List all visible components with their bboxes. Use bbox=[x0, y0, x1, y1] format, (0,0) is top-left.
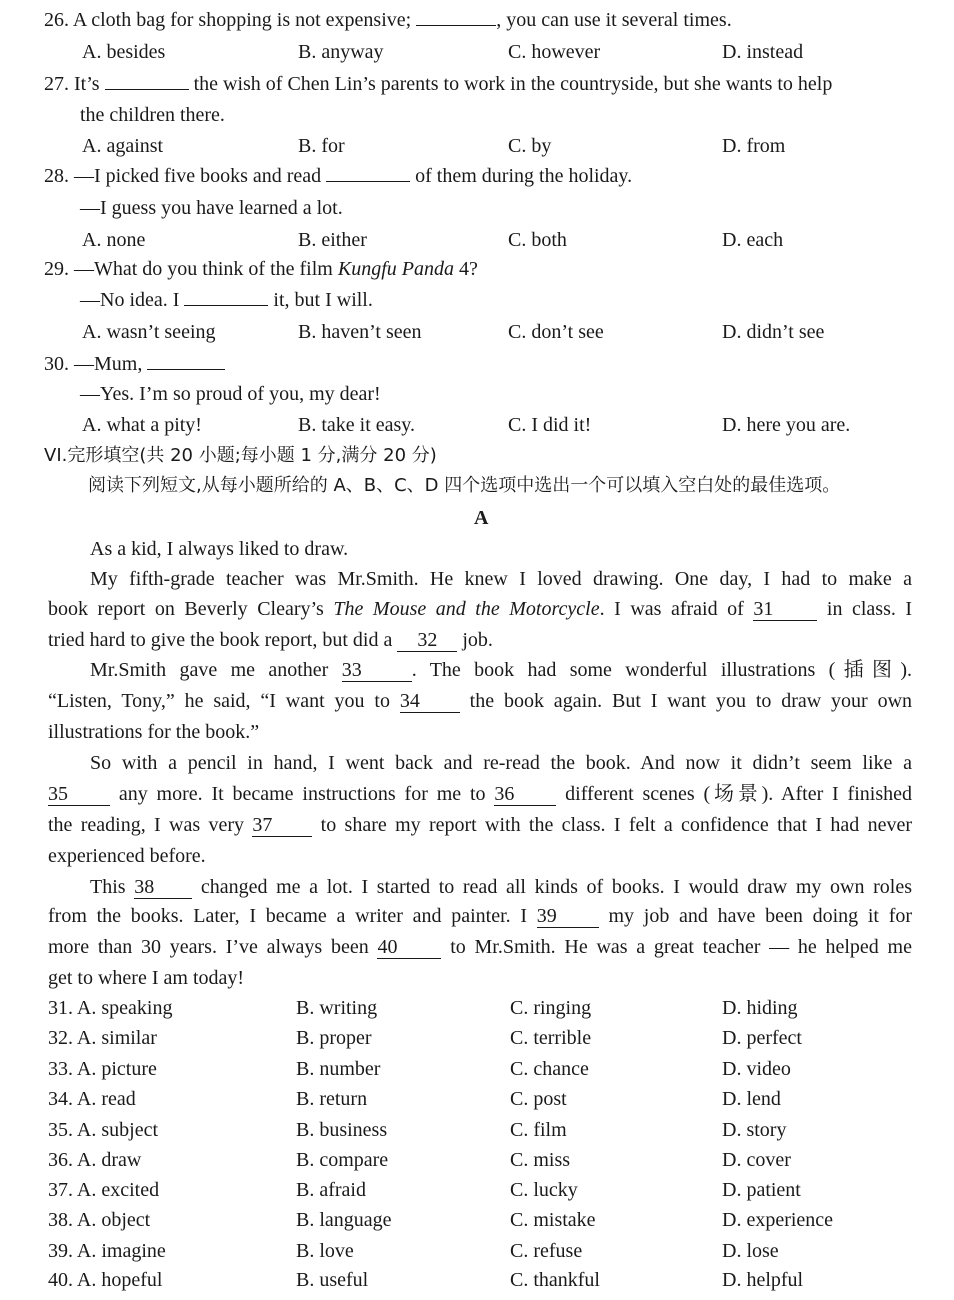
passage-line: illustrations for the book.” bbox=[48, 721, 260, 743]
cloze-34-option-a: 34. A. read bbox=[48, 1088, 136, 1110]
question-29-reply: —No idea. I it, but I will. bbox=[80, 289, 373, 311]
cloze-blank-37: 37 bbox=[252, 814, 312, 837]
passage-line: “Listen, Tony,” he said, “I want you to 34 the book again. But I want you to draw your own bbox=[48, 690, 913, 712]
cloze-39-option-b: B. love bbox=[296, 1240, 354, 1262]
question-28-reply: —I guess you have learned a lot. bbox=[80, 197, 343, 219]
option-b: B. haven’t seen bbox=[298, 321, 422, 343]
cloze-37-option-d: D. patient bbox=[722, 1179, 801, 1201]
cloze-33-option-c: C. chance bbox=[510, 1058, 589, 1080]
cloze-31-option-d: D. hiding bbox=[722, 997, 798, 1019]
cloze-38-option-a: 38. A. object bbox=[48, 1209, 151, 1231]
question-29-stem: 29. —What do you think of the film Kungfu Panda 4? bbox=[44, 258, 478, 280]
question-27-stem-cont: the children there. bbox=[80, 104, 225, 126]
option-a: A. what a pity! bbox=[82, 414, 202, 436]
cloze-blank-39: 39 bbox=[537, 905, 599, 928]
cloze-blank-33: 33 bbox=[342, 659, 412, 682]
passage-paragraph: As a kid, I always liked to draw. bbox=[90, 538, 349, 560]
cloze-40-option-b: B. useful bbox=[296, 1269, 369, 1291]
option-a: A. wasn’t seeing bbox=[82, 321, 216, 343]
cloze-35-option-c: C. film bbox=[510, 1119, 567, 1141]
cloze-37-option-b: B. afraid bbox=[296, 1179, 366, 1201]
cloze-32-option-d: D. perfect bbox=[722, 1027, 802, 1049]
passage-line: 35 any more. It became instructions for me to 36 different scenes (场景). After I finished bbox=[48, 783, 912, 805]
question-26-stem: 26. A cloth bag for shopping is not expensive; , you can use it several times. bbox=[44, 9, 732, 31]
passage-line: more than 30 years. I’ve always been 40 to Mr.Smith. He was a great teacher — he helped me bbox=[48, 936, 912, 958]
option-b: B. take it easy. bbox=[298, 414, 416, 436]
cloze-39-option-c: C. refuse bbox=[510, 1240, 583, 1262]
cloze-31-option-a: 31. A. speaking bbox=[48, 997, 173, 1019]
cloze-32-option-b: B. proper bbox=[296, 1027, 372, 1049]
cloze-blank-32: 32 bbox=[397, 629, 457, 652]
question-27-stem: 27. It’s the wish of Chen Lin’s parents to work in the countryside, but she wants to help bbox=[44, 73, 833, 95]
cloze-34-option-d: D. lend bbox=[722, 1088, 781, 1110]
cloze-38-option-c: C. mistake bbox=[510, 1209, 596, 1231]
question-30-stem: 30. —Mum, bbox=[44, 350, 225, 378]
question-30-reply: —Yes. I’m so proud of you, my dear! bbox=[80, 383, 381, 405]
option-c: C. however bbox=[508, 41, 601, 63]
option-b: B. either bbox=[298, 229, 367, 251]
cloze-39-option-a: 39. A. imagine bbox=[48, 1240, 166, 1262]
option-c: C. I did it! bbox=[508, 414, 592, 436]
passage-line: tried hard to give the book report, but did a 32 job. bbox=[48, 629, 493, 651]
cloze-35-option-d: D. story bbox=[722, 1119, 787, 1141]
cloze-blank-38: 38 bbox=[134, 876, 192, 899]
passage-line: from the books. Later, I became a writer and painter. I 39 my job and have been doing it for bbox=[48, 905, 913, 927]
passage-label: A bbox=[474, 507, 489, 529]
option-d: D. instead bbox=[722, 41, 804, 63]
cloze-33-option-d: D. video bbox=[722, 1058, 791, 1080]
cloze-34-option-b: B. return bbox=[296, 1088, 368, 1110]
cloze-38-option-d: D. experience bbox=[722, 1209, 834, 1231]
option-a: A. against bbox=[82, 135, 164, 157]
option-c: C. both bbox=[508, 229, 567, 251]
cloze-blank-34: 34 bbox=[400, 690, 460, 713]
option-d: D. here you are. bbox=[722, 414, 851, 436]
passage-line: Mr.Smith gave me another 33 . The book had some wonderful illustrations (插图). bbox=[90, 659, 912, 681]
cloze-34-option-c: C. post bbox=[510, 1088, 567, 1110]
option-d: D. from bbox=[722, 135, 786, 157]
section-instruction: 阅读下列短文,从每小题所给的 A、B、C、D 四个选项中选出一个可以填入空白处的最佳选项。 bbox=[88, 475, 841, 496]
answer-blank bbox=[326, 181, 410, 182]
question-number: 26. bbox=[44, 9, 69, 31]
answer-blank bbox=[147, 369, 225, 370]
answer-blank bbox=[105, 89, 189, 90]
cloze-36-option-b: B. compare bbox=[296, 1149, 389, 1171]
cloze-35-option-b: B. business bbox=[296, 1119, 388, 1141]
cloze-36-option-c: C. miss bbox=[510, 1149, 571, 1171]
answer-blank bbox=[184, 305, 268, 306]
passage-line: My fifth-grade teacher was Mr.Smith. He knew I loved drawing. One day, I had to make a bbox=[90, 568, 912, 590]
cloze-blank-36: 36 bbox=[494, 783, 556, 806]
option-d: D. each bbox=[722, 229, 784, 251]
cloze-31-option-b: B. writing bbox=[296, 997, 378, 1019]
cloze-38-option-b: B. language bbox=[296, 1209, 392, 1231]
cloze-40-option-a: 40. A. hopeful bbox=[48, 1269, 163, 1291]
cloze-blank-40: 40 bbox=[377, 936, 441, 959]
cloze-33-option-b: B. number bbox=[296, 1058, 381, 1080]
cloze-37-option-c: C. lucky bbox=[510, 1179, 578, 1201]
option-c: C. by bbox=[508, 135, 552, 157]
passage-line: get to where I am today! bbox=[48, 967, 245, 989]
option-d: D. didn’t see bbox=[722, 321, 825, 343]
cloze-blank-31: 31 bbox=[753, 598, 817, 621]
option-a: A. none bbox=[82, 229, 146, 251]
section-heading: VI.完形填空(共 20 小题;每小题 1 分,满分 20 分) bbox=[44, 445, 437, 466]
cloze-36-option-d: D. cover bbox=[722, 1149, 791, 1171]
cloze-33-option-a: 33. A. picture bbox=[48, 1058, 157, 1080]
option-b: B. for bbox=[298, 135, 345, 157]
cloze-35-option-a: 35. A. subject bbox=[48, 1119, 158, 1141]
passage-line: the reading, I was very 37 to share my report with the class. I felt a confidence that I had never bbox=[48, 814, 912, 836]
cloze-31-option-c: C. ringing bbox=[510, 997, 592, 1019]
cloze-36-option-a: 36. A. draw bbox=[48, 1149, 142, 1171]
cloze-37-option-a: 37. A. excited bbox=[48, 1179, 160, 1201]
cloze-blank-35: 35 bbox=[48, 783, 110, 806]
passage-line: experienced before. bbox=[48, 845, 206, 867]
cloze-40-option-d: D. helpful bbox=[722, 1269, 804, 1291]
cloze-39-option-d: D. lose bbox=[722, 1240, 779, 1262]
passage-line: This 38 changed me a lot. I started to read all kinds of books. I would draw my own roles bbox=[90, 876, 912, 898]
question-28-stem: 28. —I picked five books and read of them during the holiday. bbox=[44, 165, 633, 187]
cloze-32-option-a: 32. A. similar bbox=[48, 1027, 157, 1049]
answer-blank bbox=[416, 25, 496, 26]
cloze-32-option-c: C. terrible bbox=[510, 1027, 592, 1049]
option-a: A. besides bbox=[82, 41, 166, 63]
option-b: B. anyway bbox=[298, 41, 384, 63]
option-c: C. don’t see bbox=[508, 321, 604, 343]
passage-line: book report on Beverly Cleary’s The Mouse and the Motorcycle. I was afraid of 31 in class. I bbox=[48, 598, 913, 620]
passage-line: So with a pencil in hand, I went back and re-read the book. And now it didn’t seem like a bbox=[90, 752, 912, 774]
cloze-40-option-c: C. thankful bbox=[510, 1269, 600, 1291]
